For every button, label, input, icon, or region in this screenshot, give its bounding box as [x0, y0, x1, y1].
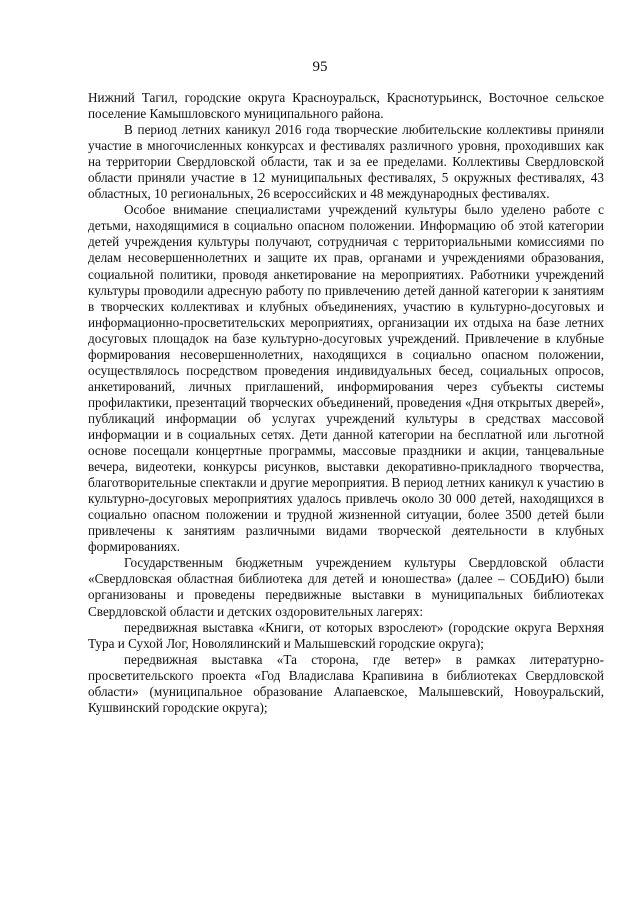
paragraph-summer-festivals: В период летних каникул 2016 года творческие любительские коллективы приняли участие в многочисленных конкурсах и фестивалях различного уровня, проходивших как на территории Свердловской области, так и за ее пределами. Коллективы Свердловской области приняли участие в 12 муниципальных фестивалях, 5 окружных фестивалях, 43 областных, 10 региональных, 26 всероссийских и 48 международных фестивалях. — [88, 122, 604, 202]
page-number: 95 — [312, 59, 328, 75]
list-item-exhibition-books: передвижная выставка «Книги, от которых взрослеют» (городские округа Верхняя Тура и Сухой Лог, Новолялинский и Малышевский городские округа); — [88, 619, 604, 651]
text-body — [88, 90, 604, 716]
paragraph-children-at-risk: Особое внимание специалистами учреждений культуры было уделено работе с детьми, находящимися в социально опасном положении. Информацию об этой категории детей учреждения культуры получают, сотрудничая с территориальными комиссиями по делам несовершеннолетних и защите их прав, органами и учреждениями образования, социальной политики, проводя анкетирование на мероприятиях. Работники учреждений культуры проводили адресную работу по привлечению детей данной категории к занятиям в творческих коллективах и клубных объединениях, участию в культурно-досуговых и информационно-просветительских мероприятиях, организации их отдыха на базе летних досуговых площадок на базе культурно-досуговых учреждений. Привлечение в клубные формирования несовершеннолетних, находящихся в социально опасном положении, осуществлялось посредством проведения индивидуальных бесед, социальных опросов, анкетирований, личных приглашений, информирования через субъекты системы профилактики, презентаций творческих объединений, проведения «Дня открытых дверей», публикаций информации об услугах учреждений культуры в средствах массовой информации и в социальных сетях. Дети данной категории на бесплатной или льготной основе посещали концертные программы, массовые праздники и акции, танцевальные вечера, видеотеки, конкурсы рисунков, выставки декоративно-прикладного творчества, благотворительные спектакли и другие мероприятия. В период летних каникул к участию в культурно-досуговых мероприятиях удалось привлечь около 30 000 детей, находящихся в социально опасном положении и трудной жизненной ситуации, более 3500 детей были привлечены к занятиям различными видами творческой деятельности в клубных формированиях. — [88, 202, 604, 555]
paragraph-continuation: Нижний Тагил, городские округа Красноуральск, Краснотурьинск, Восточное сельское поселение Камышловского муниципального района. — [88, 90, 604, 122]
list-item-exhibition-wind: передвижная выставка «Та сторона, где ветер» в рамках литературно-просветительского проекта «Год Владислава Крапивина в библиотеках Свердловской области» (муниципальное образование Алапаевское, Малышевский, Новоуральский, Кушвинский городские округа); — [88, 651, 604, 715]
paragraph-library-exhibitions: Государственным бюджетным учреждением культуры Свердловской области «Свердловская областная библиотека для детей и юношества» (далее – СОБДиЮ) были организованы и проведены передвижные выставки в муниципальных библиотеках Свердловской области и детских оздоровительных лагерях: — [88, 555, 604, 619]
